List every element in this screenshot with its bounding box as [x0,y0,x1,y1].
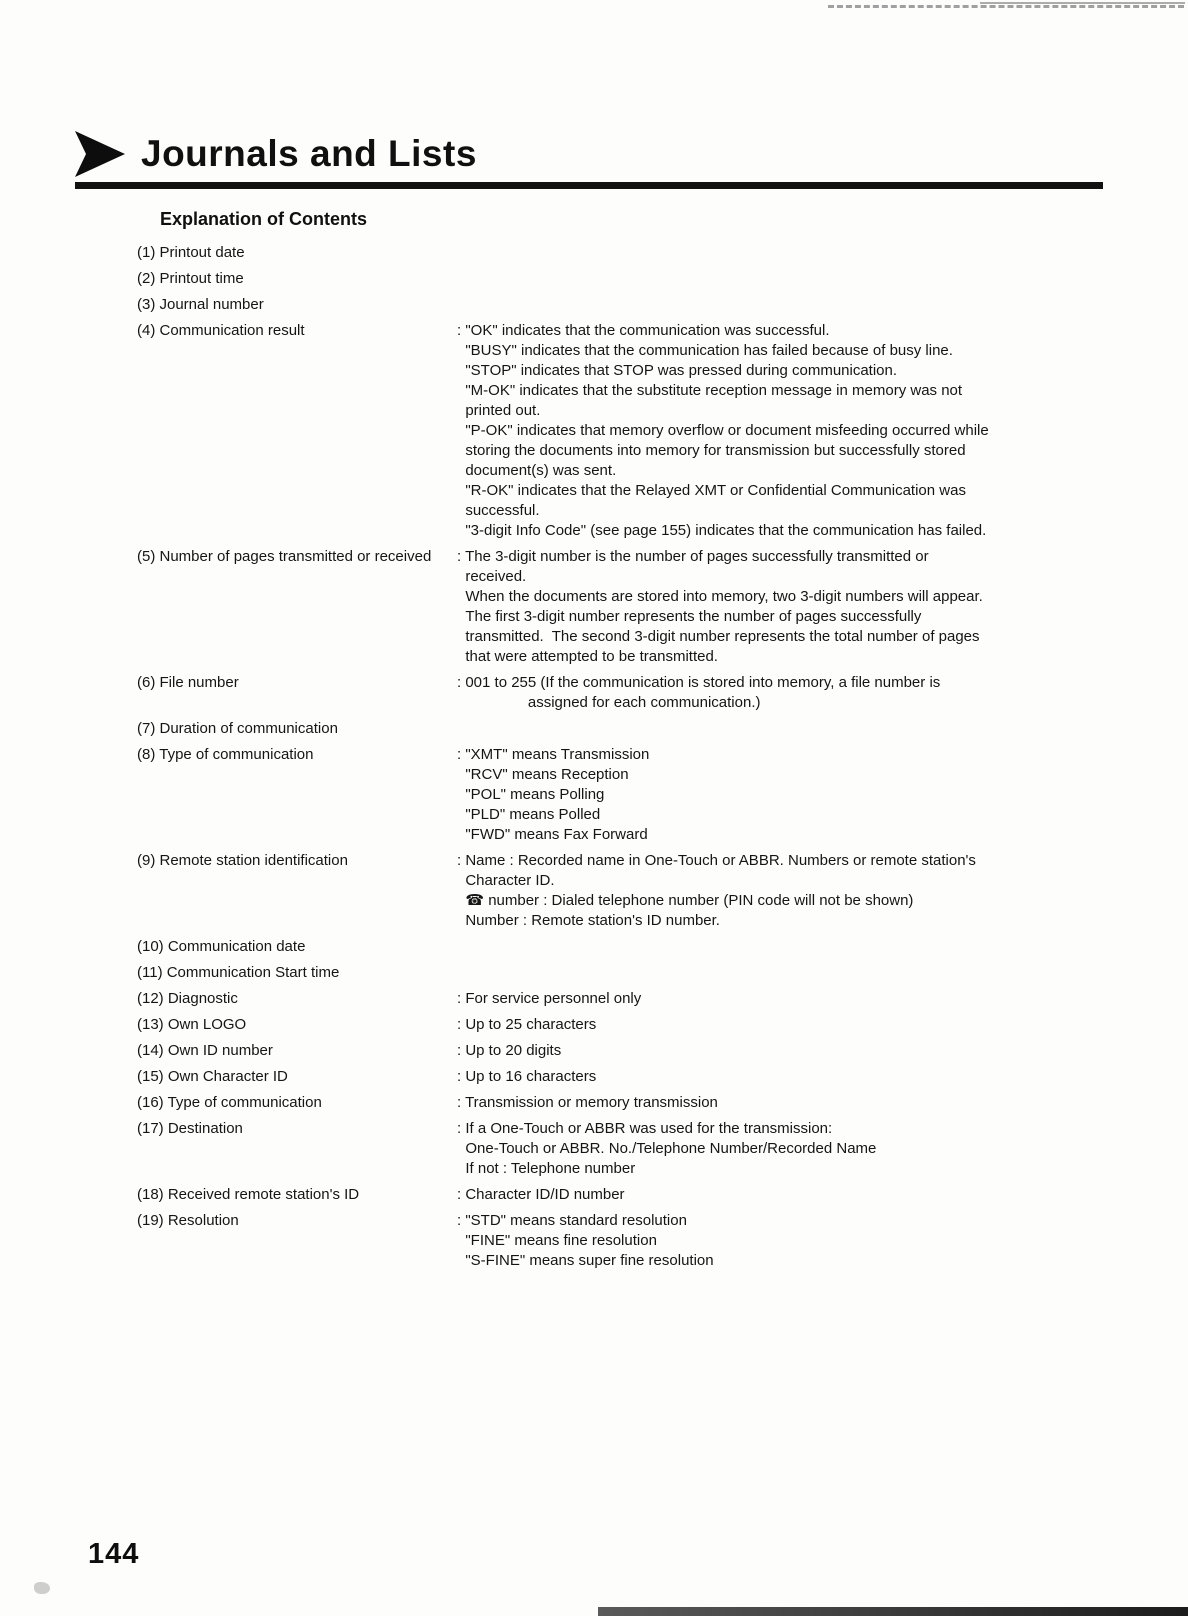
list-item [137,963,1127,983]
item-description [457,321,1127,541]
description-line: : "STD" means standard resolution [457,1212,687,1229]
description-line: When the documents are stored into memory, two 3-digit numbers will appear. [457,588,983,605]
description-line: printed out. [457,402,541,419]
page-title: Journals and Lists [141,133,477,174]
title-row [75,130,1100,178]
arrow-icon [75,130,127,178]
contents-list [137,243,1127,1277]
item-label: (16) Type of communication [137,1094,322,1111]
description-line: "3-digit Info Code" (see page 155) indicates that the communication has failed. [457,522,987,539]
item-description [457,1211,1127,1271]
item-label: (1) Printout date [137,244,245,261]
description-line: "RCV" means Reception [457,766,629,783]
item-label: (9) Remote station identification [137,852,348,869]
description-line: The first 3-digit number represents the number of pages successfully [457,608,922,625]
description-line: storing the documents into memory for transmission but successfully stored [457,442,966,459]
item-description [457,1093,1127,1113]
description-line: One-Touch or ABBR. No./Telephone Number/Recorded Name [457,1140,877,1157]
item-description [457,745,1127,845]
list-item [137,989,1127,1009]
description-line: "P-OK" indicates that memory overflow or document misfeeding occurred while [457,422,989,439]
scan-artifact-bottom-bar [598,1607,1188,1616]
description-line: received. [457,568,527,585]
description-line: ☎ number : Dialed telephone number (PIN code will not be shown) [457,892,914,909]
list-item [137,1119,1127,1179]
description-line: : Character ID/ID number [457,1186,625,1203]
item-description [457,1119,1127,1179]
description-line: : Transmission or memory transmission [457,1094,718,1111]
item-label: (19) Resolution [137,1212,239,1229]
item-label: (12) Diagnostic [137,990,238,1007]
description-line: : For service personnel only [457,990,642,1007]
list-item [137,851,1127,931]
scan-artifact-dashed-line [828,5,1184,8]
list-item [137,243,1127,263]
item-label: (4) Communication result [137,322,305,339]
item-description [457,673,1127,713]
item-description [457,1041,1127,1061]
item-label: (2) Printout time [137,270,244,287]
section-heading: Explanation of Contents [160,209,367,229]
description-line: transmitted. The second 3-digit number represents the total number of pages [457,628,980,645]
list-item [137,1041,1127,1061]
item-description [457,989,1127,1009]
list-item [137,745,1127,845]
item-label: (8) Type of communication [137,746,314,763]
list-item [137,1015,1127,1035]
list-item [137,937,1127,957]
description-line: successful. [457,502,540,519]
item-description [457,547,1127,667]
description-line: "FWD" means Fax Forward [457,826,648,843]
description-line: "STOP" indicates that STOP was pressed during communication. [457,362,898,379]
description-line: that were attempted to be transmitted. [457,648,718,665]
list-item [137,547,1127,667]
item-description [457,1185,1127,1205]
item-description [457,1015,1127,1035]
list-item [137,1211,1127,1271]
list-item [137,269,1127,289]
description-line: document(s) was sent. [457,462,617,479]
description-line: If not : Telephone number [457,1160,636,1177]
description-line: "M-OK" indicates that the substitute reception message in memory was not [457,382,963,399]
description-line: : "XMT" means Transmission [457,746,650,763]
item-label: (15) Own Character ID [137,1068,288,1085]
item-label: (10) Communication date [137,938,306,955]
item-description [457,1067,1127,1087]
description-line: : The 3-digit number is the number of pages successfully transmitted or [457,548,929,565]
scan-artifact-line [980,2,1185,4]
description-line: "FINE" means fine resolution [457,1232,657,1249]
description-line: "R-OK" indicates that the Relayed XMT or Confidential Communication was [457,482,966,499]
description-line: "BUSY" indicates that the communication has failed because of busy line. [457,342,953,359]
item-label: (3) Journal number [137,296,264,313]
item-label: (6) File number [137,674,239,691]
list-item [137,1067,1127,1087]
description-line: assigned for each communication.) [457,694,761,711]
item-label: (17) Destination [137,1120,243,1137]
description-line: : Up to 25 characters [457,1016,597,1033]
list-item [137,1093,1127,1113]
description-line: : "OK" indicates that the communication was successful. [457,322,830,339]
title-rule [75,182,1103,189]
list-item [137,719,1127,739]
description-line: : 001 to 255 (If the communication is stored into memory, a file number is [457,674,941,691]
description-line: : If a One-Touch or ABBR was used for the transmission: [457,1120,833,1137]
description-line: Character ID. [457,872,555,889]
description-line: : Name : Recorded name in One-Touch or ABBR. Numbers or remote station's [457,852,976,869]
scan-artifact-smudge [34,1582,50,1594]
description-line: : Up to 16 characters [457,1068,597,1085]
item-label: (18) Received remote station's ID [137,1186,360,1203]
item-label: (11) Communication Start time [137,964,340,981]
list-item [137,321,1127,541]
item-description [457,851,1127,931]
page-number: 144 [88,1538,140,1570]
item-label: (7) Duration of communication [137,720,338,737]
item-label: (5) Number of pages transmitted or received [137,548,432,565]
description-line: : Up to 20 digits [457,1042,562,1059]
list-item [137,673,1127,713]
description-line: "S-FINE" means super fine resolution [457,1252,714,1269]
item-label: (13) Own LOGO [137,1016,247,1033]
item-label: (14) Own ID number [137,1042,273,1059]
list-item [137,295,1127,315]
description-line: Number : Remote station's ID number. [457,912,720,929]
list-item [137,1185,1127,1205]
description-line: "POL" means Polling [457,786,605,803]
description-line: "PLD" means Polled [457,806,601,823]
